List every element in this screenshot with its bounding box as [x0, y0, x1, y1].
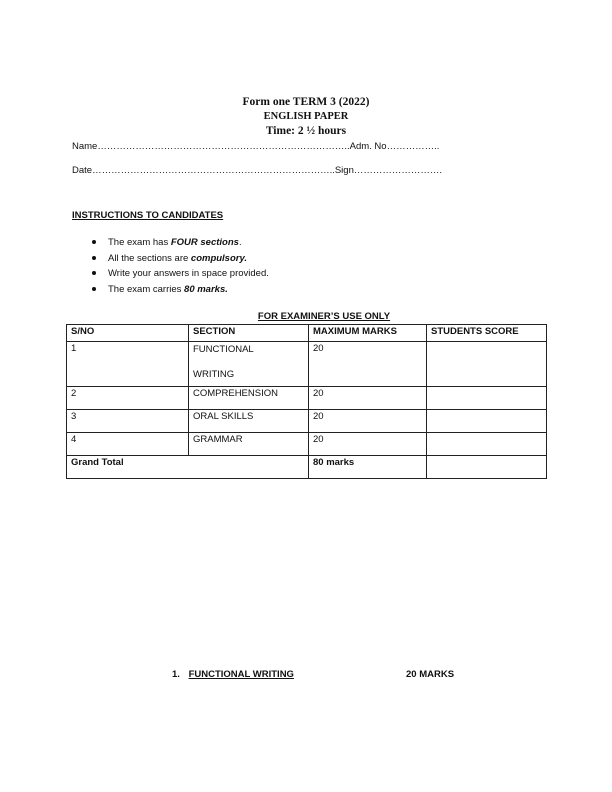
- grand-total-score[interactable]: [427, 456, 547, 479]
- exam-title: Form one TERM 3 (2022): [242, 96, 370, 108]
- cell-sno: 2: [67, 387, 189, 410]
- cell-section: ORAL SKILLS: [189, 410, 309, 433]
- instructions-heading: INSTRUCTIONS TO CANDIDATES: [72, 210, 224, 221]
- examiner-score-table: [66, 324, 547, 479]
- list-item: The exam carries 80 marks.: [90, 282, 269, 298]
- cell-section: GRAMMAR: [189, 433, 309, 456]
- grand-total-max: 80 marks: [309, 456, 427, 479]
- cell-student-score[interactable]: [427, 433, 547, 456]
- cell-sno: 3: [67, 410, 189, 433]
- cell-student-score[interactable]: [427, 342, 547, 387]
- section-number: 1.: [172, 669, 180, 680]
- table-row: [67, 387, 547, 410]
- date-sign-field: Date…………………………………………………………………..Sign……………………….: [72, 165, 442, 176]
- paper-subject: ENGLISH PAPER: [263, 111, 349, 122]
- list-item: Write your answers in space provided.: [90, 266, 269, 282]
- section-title: FUNCTIONAL WRITING: [188, 669, 294, 680]
- name-adm-field: Name……………………………………………………………………..Adm. No……………..: [72, 141, 440, 152]
- cell-sno: 4: [67, 433, 189, 456]
- cell-max-marks: 20: [309, 342, 427, 387]
- cell-section: COMPREHENSION: [189, 387, 309, 410]
- cell-student-score[interactable]: [427, 410, 547, 433]
- cell-student-score[interactable]: [427, 387, 547, 410]
- table-row: [67, 410, 547, 433]
- column-header-student-score: STUDENTS SCORE: [427, 325, 547, 342]
- list-item: All the sections are compulsory.: [90, 251, 269, 267]
- list-item: The exam has FOUR sections.: [90, 235, 269, 251]
- examiner-use-caption: FOR EXAMINER’S USE ONLY: [257, 311, 391, 322]
- column-header-section: SECTION: [189, 325, 309, 342]
- cell-sno: 1: [67, 342, 189, 387]
- section-1-heading: [172, 669, 455, 680]
- exam-duration: Time: 2 ½ hours: [265, 125, 347, 137]
- table-row: [67, 433, 547, 456]
- grand-total-label: Grand Total: [67, 456, 309, 479]
- instructions-list: [90, 235, 269, 297]
- grand-total-row: [67, 456, 547, 479]
- column-header-max-marks: MAXIMUM MARKS: [309, 325, 427, 342]
- cell-max-marks: 20: [309, 433, 427, 456]
- cell-max-marks: 20: [309, 410, 427, 433]
- table-header-row: [67, 325, 547, 342]
- column-header-sno: S/NO: [67, 325, 189, 342]
- section-marks: 20 MARKS: [406, 669, 455, 680]
- cell-section: FUNCTIONAL WRITING: [189, 342, 309, 387]
- table-row: [67, 342, 547, 387]
- cell-max-marks: 20: [309, 387, 427, 410]
